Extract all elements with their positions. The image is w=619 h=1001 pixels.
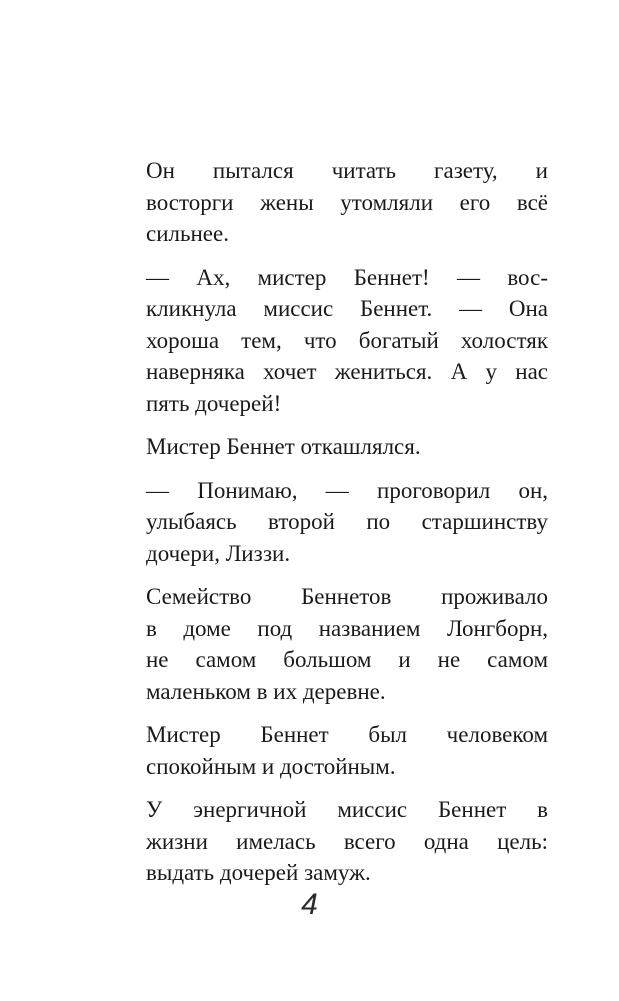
text-line: Мистер Беннет откашлялся. <box>146 434 421 459</box>
paragraph-1 <box>146 155 548 250</box>
paragraph-2 <box>146 262 548 420</box>
text-line: сильнее. <box>146 221 229 246</box>
text-line: не самом большом и не самом <box>146 647 548 672</box>
text-line: пять дочерей! <box>146 390 282 416</box>
text-line: У энергичной миссис Беннет в <box>146 797 548 822</box>
text-line: улыбаясь второй по старшинству <box>146 509 548 534</box>
paragraph-5 <box>146 581 548 707</box>
text-line: восторги жены утомляли его всё <box>146 189 548 215</box>
text-line: выдать дочерей замуж. <box>146 860 371 885</box>
paragraph-7 <box>146 794 548 889</box>
text-line: Он пытался читать газету, и <box>146 158 548 183</box>
text-line: — Ах, мистер Беннет! — вос- <box>146 264 548 290</box>
text-line: спокойным и достойным. <box>146 753 396 779</box>
body-text <box>146 155 548 901</box>
page-number: 4 <box>301 888 318 921</box>
text-line: — Понимаю, — проговорил он, <box>146 477 548 503</box>
paragraph-3 <box>146 431 548 463</box>
text-line: дочери, Лиззи. <box>146 540 291 566</box>
text-line: наверняка хочет жениться. А у нас <box>146 359 548 384</box>
text-line: в доме под названием Лонгборн, <box>146 615 548 641</box>
text-line: маленьком в их деревне. <box>146 678 386 704</box>
text-line: Семейство Беннетов проживало <box>146 584 548 609</box>
paragraph-4 <box>146 475 548 570</box>
text-line: кликнула миссис Беннет. — Она <box>146 296 548 321</box>
paragraph-6 <box>146 719 548 782</box>
text-line: жизни имелась всего одна цель: <box>146 828 548 854</box>
text-line: Мистер Беннет был человеком <box>146 722 548 747</box>
text-line: хороша тем, что богатый холостяк <box>146 327 548 353</box>
